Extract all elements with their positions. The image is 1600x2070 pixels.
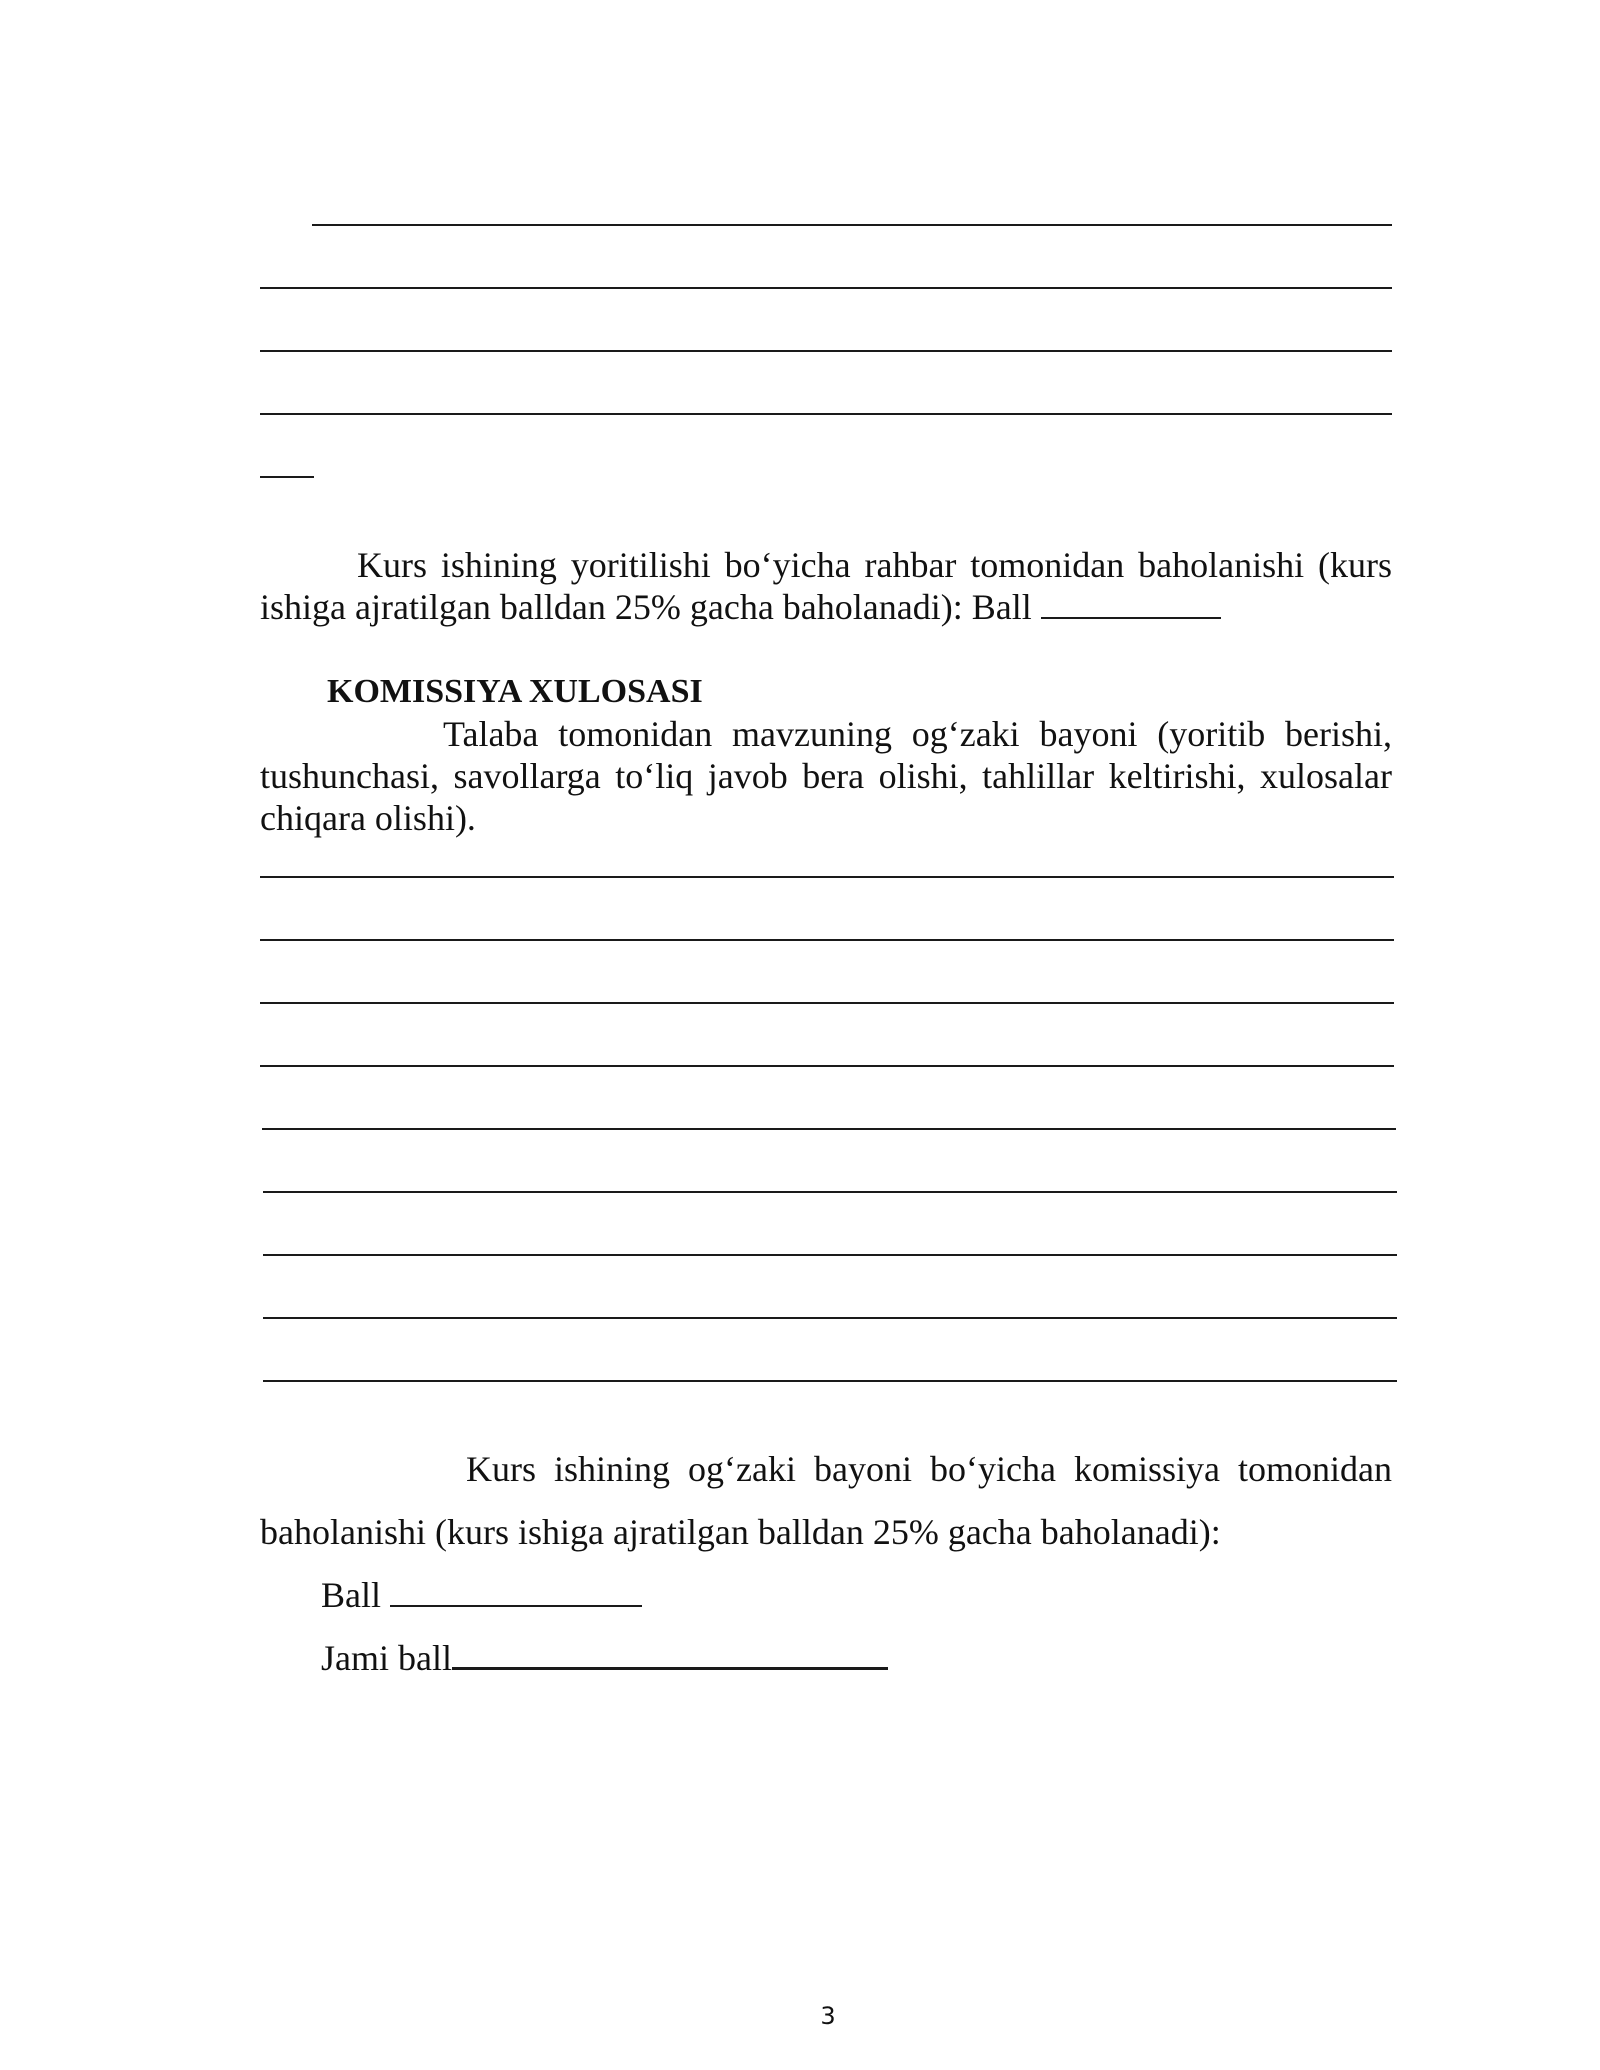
writing-line — [260, 1065, 1394, 1067]
writing-line — [260, 939, 1394, 941]
supervisor-evaluation-paragraph — [260, 544, 1392, 628]
ball-blank — [390, 1575, 642, 1607]
writing-line — [263, 1380, 1397, 1382]
writing-line — [263, 1317, 1397, 1319]
ball-row — [321, 1574, 642, 1616]
commission-paragraph — [260, 713, 1392, 839]
supervisor-evaluation-text: Kurs ishining yoritilishi bo‘yicha rahbar tomonidan baholanishi (kurs ishiga ajratilgan balldan 25% gacha baholanadi): Ball — [260, 545, 1392, 627]
writing-line — [260, 350, 1392, 352]
writing-line — [260, 287, 1392, 289]
ball-label: Ball — [321, 1575, 381, 1615]
commission-heading: KOMISSIYA XULOSASI — [327, 673, 703, 710]
writing-line — [262, 1128, 1396, 1130]
writing-line — [260, 1002, 1394, 1004]
writing-line — [260, 413, 1392, 415]
commission-evaluation-line1: Kurs ishining og‘zaki bayoni bo‘yicha komissiya tomonidan — [466, 1449, 1392, 1489]
supervisor-ball-blank — [1041, 587, 1221, 619]
commission-text: Talaba tomonidan mavzuning og‘zaki bayoni (yoritib berishi, tushunchasi, savollarga to‘liq javob bera olishi, tahlillar keltirishi, xulosalar chiqara olishi). — [260, 714, 1392, 838]
page-number: 3 — [820, 2002, 836, 2030]
writing-line — [260, 876, 1394, 878]
writing-line — [263, 1254, 1397, 1256]
commission-evaluation-line2: baholanishi (kurs ishiga ajratilgan balldan 25% gacha baholanadi): — [260, 1512, 1221, 1552]
writing-line-short — [260, 476, 314, 478]
total-ball-row — [321, 1637, 888, 1679]
total-ball-label: Jami ball — [321, 1638, 452, 1678]
writing-line — [263, 1191, 1397, 1193]
writing-line — [312, 224, 1392, 226]
total-ball-blank — [452, 1637, 888, 1670]
